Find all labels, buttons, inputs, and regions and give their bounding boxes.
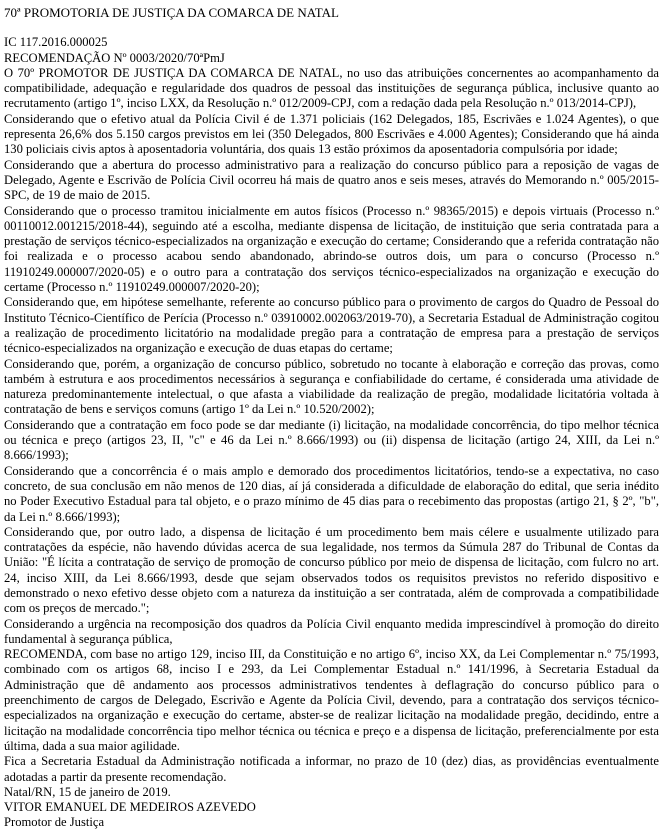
paragraph-considerando-6: Considerando que a contratação em foco pode se dar mediante (i) licitação, na modalidade concorrência, do tipo melhor técnica ou técnica e preço (artigos 23, II, "c" e 46 da Lei n.º 8.666/1993) ou (ii) dispensa de licitação (artigo 24, XIII, da Lei n.º 8.666/1993); xyxy=(4,417,659,463)
paragraph-considerando-3: Considerando que o processo tramitou inicialmente em autos físicos (Processo n.º 98365/2015) e depois virtuais (Processo n.º 00110012.001215/2018-44), seguindo até a escolha, mediante dispensa de licitação, de instituição que seria contratada para a prestação de serviços técnico-especializados na organização e execução do certame; Considerando que a referida contratação não foi realizada e o processo acabou sendo abandonado, abrindo-se outros dois, um para o concurso (Processo n.º 11910249.000007/2020-05) e o outro para a contratação dos serviços técnico-especializados na organização e execução do certame (Processo n.º 11910249.000007/2020-20); xyxy=(4,203,659,295)
paragraph-considerando-7: Considerando que a concorrência é o mais amplo e demorado dos procedimentos licitatórios, tendo-se a expectativa, no caso concreto, de sua conclusão em não menos de 120 dias, aí já considerada a dificuldade de elaboração do edital, que seria inédito no Poder Executivo Estadual para tal objeto, e o prazo mínimo de 45 dias para o recebimento das propostas (artigo 21, § 2º, "b", da Lei n.º 8.666/1993); xyxy=(4,463,659,524)
paragraph-considerando-1: Considerando que o efetivo atual da Polícia Civil é de 1.371 policiais (162 Delegados, 185, Escrivães e 1.024 Agentes), o que representa 26,6% dos 5.150 cargos previstos em lei (350 Delegados, 800 Escrivães e 4.000 Agentes); Considerando que há ainda 130 policiais civis aptos à aposentadoria voluntária, dos quais 13 estão próximos da aposentadoria compulsória por idade; xyxy=(4,111,659,157)
paragraph-preamble: O 70º PROMOTOR DE JUSTIÇA DA COMARCA DE NATAL, no uso das atribuições concernentes ao acompanhamento da compatibilidade, adequação e regularidade dos quadros de pessoal das instituições de segurança pública, inclusive quanto ao recrutamento (artigo 1º, inciso LXX, da Resolução n.º 012/2009-CPJ, com a redação dada pela Resolução n.º 013/2014-CPJ), xyxy=(4,65,659,111)
paragraph-considerando-5: Considerando que, porém, a organização de concurso público, sobretudo no tocante à elaboração e correção das provas, como também à estrutura e aos procedimentos necessários à segurança e confiabilidade do certame, é considerada uma atividade de natureza predominantemente intelectual, o que afasta a viabilidade da realização de pregão, modalidade licitatória voltada à contratação de bens e serviços comuns (artigo 1º da Lei n.º 10.520/2002); xyxy=(4,356,659,417)
paragraph-notification: Fica a Secretaria Estadual da Administração notificada a informar, no prazo de 10 (dez) dias, as providências eventualmente adotadas a partir da presente recomendação. xyxy=(4,754,659,784)
paragraph-considerando-8: Considerando que, por outro lado, a dispensa de licitação é um procedimento bem mais célere e usualmente utilizado para contratações da espécie, não havendo dúvidas acerca de sua legalidade, nos termos da Súmula 287 do Tribunal de Contas da União: "É lícita a contratação de serviço de promoção de concurso público por meio de dispensa de licitação, com fulcro no art. 24, inciso XIII, da Lei 8.666/1993, desde que sejam observados todos os requisitos previstos no referido dispositivo e demonstrado o nexo efetivo desse objeto com a natureza da instituição a ser contratada, além de comprovada a compatibilidade com os preços de mercado."; xyxy=(4,524,659,616)
paragraph-considerando-9: Considerando a urgência na recomposição dos quadros da Polícia Civil enquanto medida imprescindível à promoção do direito fundamental à segurança pública, xyxy=(4,616,659,646)
ic-number: IC 117.2016.000025 xyxy=(4,35,108,50)
paragraph-considerando-2: Considerando que a abertura do processo administrativo para a realização do concurso público para a reposição de vagas de Delegado, Agente e Escrivão de Polícia Civil ocorreu há mais de quatro anos e seis meses, através do Memorando n.º 005/2015-SPC, de 19 de maio de 2015. xyxy=(4,157,659,203)
spacer xyxy=(4,20,659,35)
recommendation-number: RECOMENDAÇÃO Nº 0003/2020/70ªPmJ xyxy=(4,50,225,65)
paragraph-recomenda: RECOMENDA, com base no artigo 129, inciso III, da Constituição e no artigo 6º, inciso XX, da Lei Complementar n.º 75/1993, combinado com os artigos 68, inciso I e 293, da Lei Complementar Estadual n.º 141/1996, à Secretaria Estadual da Administração que dê andamento aos processos administrativos tendentes à deflagração do concurso público para o preenchimento de cargos de Delegado, Escrivão e Agente da Polícia Civil, devendo, para a contratação dos serviços técnico-especializados na organização e execução do certame, abster-se de realizar licitação na modalidade pregão, decidindo, entre a licitação na modalidade concorrência tipo melhor técnica ou técnica e preço e a dispensa de licitação, preferencialmente por esta última, dada a sua maior agilidade. xyxy=(4,647,659,753)
signer-name: VITOR EMANUEL DE MEDEIROS AZEVEDO xyxy=(4,800,256,815)
signer-role: Promotor de Justiça xyxy=(4,815,105,830)
place-date: Natal/RN, 15 de janeiro de 2019. xyxy=(4,784,171,799)
paragraph-considerando-4: Considerando que, em hipótese semelhante, referente ao concurso público para o provimento de cargos do Quadro de Pessoal do Instituto Técnico-Científico de Perícia (Processo n.º 03910002.002063/2019-70), a Secretaria Estadual de Administração cogitou a realização de procedimento licitatório na modalidade pregão para a contratação de empresa para a prestação de serviços técnico-especializados na organização e execução de duas etapas do certame; xyxy=(4,295,659,356)
page-title: 70ª PROMOTORIA DE JUSTIÇA DA COMARCA DE NATAL xyxy=(4,5,339,20)
